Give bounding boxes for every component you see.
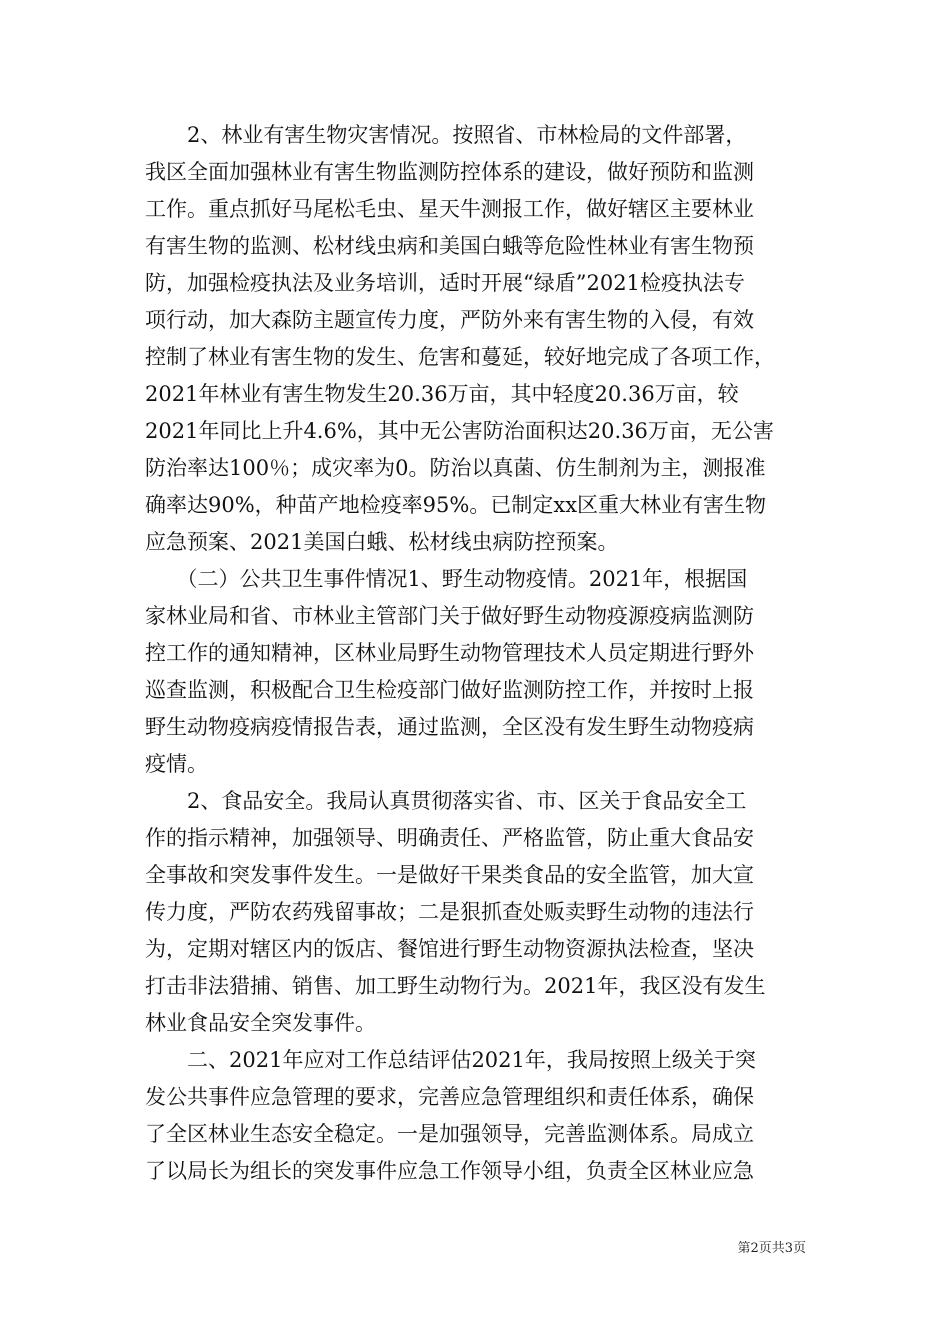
- text-line: 有害生物的监测、松材线虫病和美国白蛾等危险性林业有害生物预: [145, 234, 754, 258]
- text-line: 防治率达100％；成灾率为0。防治以真菌、仿生制剂为主，测报准: [145, 456, 766, 480]
- text-line: 应急预案、2021美国白蛾、松材线虫病防控预案。: [145, 530, 619, 554]
- text-line: （二）公共卫生事件情况1、野生动物疫情。2021年，根据国: [145, 567, 748, 591]
- document-body: [145, 117, 805, 1190]
- text-line: 发公共事件应急管理的要求，完善应急管理组织和责任体系，确保: [145, 1085, 754, 1109]
- text-line: 野生动物疫病疫情报告表，通过监测，全区没有发生野生动物疫病: [145, 715, 754, 739]
- text-line: 项行动，加大森防主题宣传力度，严防外来有害生物的入侵，有效: [145, 308, 754, 332]
- text-line: 传力度，严防农药残留事故；二是狠抓查处贩卖野生动物的违法行: [145, 900, 754, 924]
- text-line: 确率达90%，种苗产地检疫率95%。已制定xx区重大林业有害生物: [145, 493, 767, 517]
- text-line: 全事故和突发事件发生。一是做好干果类食品的安全监管，加大宣: [145, 863, 754, 887]
- text-line: 二、2021年应对工作总结评估2021年，我局按照上级关于突: [145, 1048, 756, 1072]
- text-line: 控制了林业有害生物的发生、危害和蔓延，较好地完成了各项工作，: [145, 345, 775, 369]
- text-line: 家林业局和省、市林业主管部门关于做好野生动物疫源疫病监测防: [145, 604, 754, 628]
- text-line: 防，加强检疫执法及业务培训，适时开展“绿盾”2021检疫执法专: [145, 271, 745, 295]
- text-line: 工作。重点抓好马尾松毛虫、星天牛测报工作，做好辖区主要林业: [145, 197, 754, 221]
- text-line: 疫情。: [145, 752, 208, 776]
- text-line: 控工作的通知精神，区林业局野生动物管理技术人员定期进行野外: [145, 641, 754, 665]
- text-line: 巡查监测，积极配合卫生检疫部门做好监测防控工作，并按时上报: [145, 678, 754, 702]
- text-line: 2021年林业有害生物发生20.36万亩，其中轻度20.36万亩，较: [145, 382, 739, 406]
- text-line: 了全区林业生态安全稳定。一是加强领导，完善监测体系。局成立: [145, 1122, 754, 1146]
- text-line: 2021年同比上升4.6%，其中无公害防治面积达20.36万亩，无公害: [145, 419, 774, 443]
- text-line: 2、食品安全。我局认真贯彻落实省、市、区关于食品安全工: [145, 789, 747, 813]
- text-line: 打击非法猎捕、销售、加工野生动物行为。2021年，我区没有发生: [145, 974, 766, 998]
- text-line: 为，定期对辖区内的饭店、餐馆进行野生动物资源执法检查，坚决: [145, 937, 754, 961]
- text-line: 我区全面加强林业有害生物监测防控体系的建设，做好预防和监测: [145, 160, 754, 184]
- page-number: 第2页共3页: [737, 1241, 806, 1256]
- text-line: 作的指示精神，加强领导、明确责任、严格监管，防止重大食品安: [145, 826, 754, 850]
- text-line: 了以局长为组长的突发事件应急工作领导小组，负责全区林业应急: [145, 1159, 754, 1183]
- text-line: 2、林业有害生物灾害情况。按照省、市林检局的文件部署，: [145, 123, 747, 147]
- text-line: 林业食品安全突发事件。: [145, 1011, 376, 1035]
